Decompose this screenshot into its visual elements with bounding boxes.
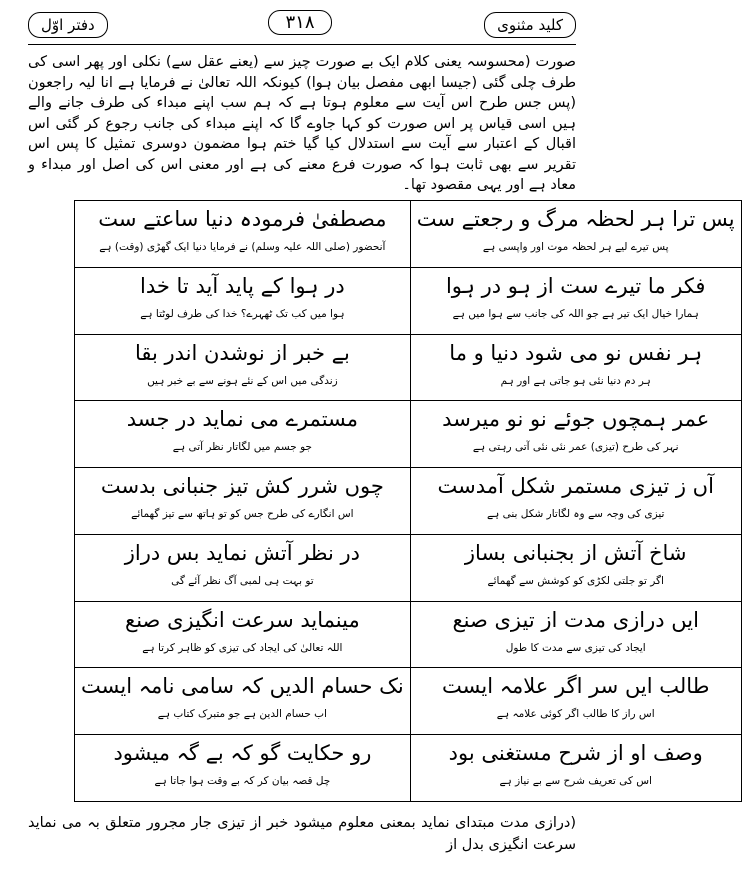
verse-cell-right [410, 334, 741, 401]
verse-cell-right [410, 534, 741, 601]
verse-row [75, 334, 742, 401]
verse-cell-right [410, 468, 741, 535]
verse-row [75, 601, 742, 668]
header-divider [28, 44, 576, 45]
verse-translation: اس انگارے کی طرح جس کو تو ہاتھ سے تیز گھمائے [131, 508, 354, 521]
book-title: کلید مثنوی [484, 12, 576, 38]
verse-cell-right [410, 601, 741, 668]
verse-cell-right [410, 401, 741, 468]
verse-row [75, 735, 742, 802]
verse-table [74, 200, 742, 802]
verse-translation: پس تیرے لیے ہر لحظہ موت اور واپسی ہے [482, 241, 669, 253]
verse-translation: اللہ تعالیٰ کی ایجاد کی تیزی کو ظاہر کرتا ہے [142, 641, 343, 654]
volume-label: دفتر اوّل [28, 12, 108, 38]
verse-text: پس ترا ہر لحظہ مرگ و رجعتے ست [416, 207, 735, 231]
verse-cell-right [410, 201, 741, 268]
verse-translation: ہوا میں کب تک ٹھہرے؟ خدا کی طرف لوٹتا ہے [140, 307, 345, 320]
verse-translation: تو بہت ہی لمبی آگ نظر آئے گی [171, 574, 314, 587]
verse-row [75, 534, 742, 601]
verse-cell-left [75, 401, 411, 468]
verse-translation: آنحضور (صلی اللہ علیہ وسلم) نے فرمایا دنیا ایک گھڑی (وقت) ہے [99, 241, 386, 253]
verse-text: در ہوا کے پاید آید تا خدا [140, 273, 345, 298]
verse-translation: ایجاد کی تیزی سے مدت کا طول [505, 641, 646, 654]
verse-cell-right [410, 735, 741, 802]
page-number: ۳۱۸ [268, 10, 331, 35]
verse-translation: ہمارا خیال ایک تیر ہے جو اللہ کی جانب سے ہوا میں ہے [452, 307, 699, 320]
verse-translation: جو جسم میں لگاتار نظر آتی ہے [172, 441, 312, 454]
verse-translation: زندگی میں اس کے نئے ہونے سے بے خبر ہیں [147, 374, 338, 387]
verse-cell-left [75, 534, 411, 601]
verse-row [75, 468, 742, 535]
verse-text: فکر ما تیرے ست از ہو در ہوا [445, 273, 706, 298]
verse-cell-left [75, 601, 411, 668]
verse-text: در نظر آتش نماید بس دراز [124, 540, 361, 565]
footer-note: (درازی مدت مبتدای نماید بمعنی معلوم میشود خبر از تیزی جار مجرور متعلق بہ می نماید سرعت انگیزی بدل از [28, 815, 576, 853]
verse-table-body [75, 201, 742, 802]
verse-row [75, 267, 742, 334]
verse-text: بے خبر از نوشدن اندر بقا [134, 340, 350, 365]
verse-cell-left [75, 468, 411, 535]
verse-row [75, 668, 742, 735]
verse-text: طالب ایں سر اگر علامہ ایست [442, 674, 710, 699]
verse-translation: اب حسام الدین ہے جو متبرک کتاب ہے [157, 708, 327, 721]
verse-cell-left [75, 267, 411, 334]
prose-paragraph [28, 52, 576, 196]
verse-text: مصطفیٰ فرمودہ دنیا ساعتے ست [98, 207, 387, 231]
verse-translation: اگر تو جلتی لکڑی کو کوشش سے گھمائے [487, 574, 664, 587]
verse-row [75, 401, 742, 468]
prose-text: صورت (محسوسہ یعنی کلام ایک بے صورت چیز سے (یعنے عقل سے) نکلی اور پھر اسی کی طرف چلی گئی (جیسا ابھی مفصل بیان ہوا) کیونکہ اللہ تعالیٰ نے فرمایا ہے انا لیہ راجعون (پس جس طرح اس آیت سے معلوم ہوتا ہے کہ ہم سب اپنے مبداء کی طرف جانے والے ہیں اسی قیاس پر اس صورت کو کہا جاوے گا کہ اپنے مبداء کی جانب رجوع کر گئی اس اقبال کے اعتبار سے آیت سے استدلال کیا گیا ختم ہوا مضمون دوسری تمثیل کا پس اس تقریر سے بھی ثابت ہوا کہ صورت فرع معنے کی ہے اور معنی اس کی اصل اور مبداء و معاد ہے اور یہی مقصود تھا۔ [28, 54, 576, 193]
verse-cell-left [75, 334, 411, 401]
verse-translation: چل قصہ بیان کر کہ بے وقت ہوا جاتا ہے [154, 775, 331, 788]
verse-text: ہر نفس نو می شود دنیا و ما [449, 340, 703, 365]
verse-cell-left [75, 668, 411, 735]
verse-text: شاخ آتش از بجنبانی بساز [464, 540, 687, 565]
verse-text: چوں شرر کش تیز جنبانی بدست [100, 474, 384, 499]
verse-translation: ہر دم دنیا نئی ہو جاتی ہے اور ہم [500, 374, 651, 387]
verse-text: وصف او از شرح مستغنی بود [448, 741, 703, 766]
verse-text: رو حکایت گو کہ بے گہ میشود [113, 741, 372, 766]
verse-text: عمر ہمچوں جوئے نو نو میرسد [442, 407, 710, 432]
verse-text: نک حسام الدیں کہ سامی نامہ ایست [81, 674, 404, 699]
verse-translation: تیزی کی وجہ سے وہ لگاتار شکل بنی ہے [486, 508, 665, 521]
verse-translation: نہر کی طرح (تیزی) عمر نئی نئی آتی رہتی ہے [472, 441, 679, 454]
verse-cell-right [410, 668, 741, 735]
verse-text: مستمرے می نماید در جسد [126, 407, 359, 432]
verse-cell-left [75, 201, 411, 268]
verse-translation: اس راز کا طالب اگر کوئی علامہ ہے [496, 708, 655, 721]
verse-cell-left [75, 735, 411, 802]
verse-text: مینماید سرعت انگیزی صنع [125, 607, 360, 632]
verse-translation: اس کی تعریف شرح سے بے نیاز ہے [499, 775, 652, 788]
verse-text: ایں درازی مدت از تیزی صنع [452, 607, 699, 632]
verse-row [75, 201, 742, 268]
verse-cell-right [410, 267, 741, 334]
verse-text: آں ز تیزی مستمر شکل آمدست [437, 474, 714, 499]
